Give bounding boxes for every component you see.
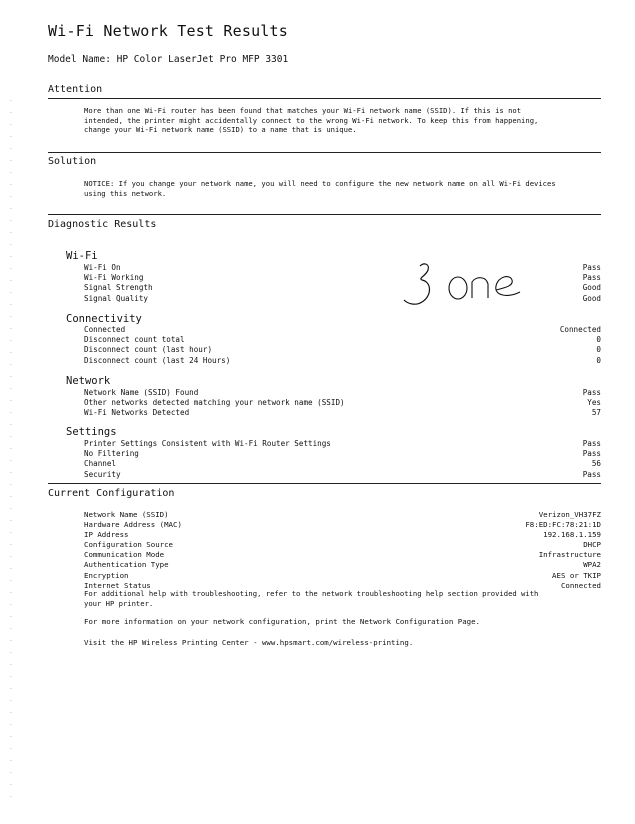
table-row: Encryption AES or TKIP [84, 570, 601, 580]
table-row: Other networks detected matching your network name (SSID) Yes [84, 398, 601, 408]
help-text: For additional help with troubleshooting, refer to the network troubleshooting help section provided with your HP printer. [84, 589, 539, 608]
table-row: Disconnect count total 0 [84, 335, 601, 345]
table-row: Network Name (SSID) Verizon_VH37FZ [84, 510, 601, 519]
config-divider [48, 483, 601, 484]
solution-heading: Solution [48, 156, 97, 167]
more-info-text: For more information on your network configuration, print the Network Configuration Page. [84, 617, 481, 626]
solution-divider-bottom [48, 214, 601, 215]
table-row: No Filtering Pass [84, 449, 601, 459]
group-rows-network [84, 388, 601, 419]
handwritten-note [392, 258, 532, 318]
group-rows-connectivity [84, 325, 601, 366]
page-title: Wi-Fi Network Test Results [48, 22, 288, 40]
table-row: Wi-Fi Networks Detected 57 [84, 408, 601, 418]
config-rows [84, 510, 601, 591]
table-row: Authentication Type WPA2 [84, 560, 601, 570]
table-row: IP Address 192.168.1.159 [84, 530, 601, 540]
table-row: Hardware Address (MAC) F8:ED:FC:78:21:1D [84, 520, 601, 530]
table-row: Configuration Source DHCP [84, 540, 601, 550]
group-rows-settings [84, 439, 601, 480]
table-row: Wi-Fi On Pass [84, 263, 601, 272]
table-row: Signal Quality Good [84, 293, 601, 303]
group-title-settings: Settings [66, 426, 117, 438]
solution-text: NOTICE: If you change your network name, you will need to configure the new network name on all Wi-Fi devices using this network. [84, 179, 556, 198]
table-row: Wi-Fi Working Pass [84, 273, 601, 283]
diagnostic-heading: Diagnostic Results [48, 219, 157, 230]
group-title-wifi: Wi-Fi [66, 250, 98, 262]
table-row: Printer Settings Consistent with Wi-Fi Router Settings Pass [84, 439, 601, 448]
attention-text: More than one Wi-Fi router has been found that matches your Wi-Fi network name (SSID). If this is not intended, the printer might accidentally connect to the wrong Wi-Fi network. To keep this from happening, change your Wi-Fi network name (SSID) to a name that is unique. [84, 106, 539, 135]
attention-heading: Attention [48, 84, 103, 95]
table-row: Channel 56 [84, 459, 601, 469]
table-row: Signal Strength Good [84, 283, 601, 293]
table-row: Internet Status Connected [84, 580, 601, 590]
scan-margin-marks [10, 100, 12, 800]
table-row: Disconnect count (last hour) 0 [84, 345, 601, 355]
group-title-network: Network [66, 375, 111, 387]
config-heading: Current Configuration [48, 488, 175, 499]
attention-divider [48, 98, 601, 99]
table-row: Security Pass [84, 469, 601, 479]
table-row: Network Name (SSID) Found Pass [84, 388, 601, 397]
table-row: Communication Mode Infrastructure [84, 550, 601, 560]
table-row: Disconnect count (last 24 Hours) 0 [84, 355, 601, 365]
model-name: Model Name: HP Color LaserJet Pro MFP 3301 [48, 54, 289, 65]
visit-text: Visit the HP Wireless Printing Center - www.hpsmart.com/wireless-printing. [84, 638, 414, 647]
solution-divider-top [48, 152, 601, 153]
group-title-connectivity: Connectivity [66, 313, 142, 325]
table-row: Connected Connected [84, 325, 601, 334]
